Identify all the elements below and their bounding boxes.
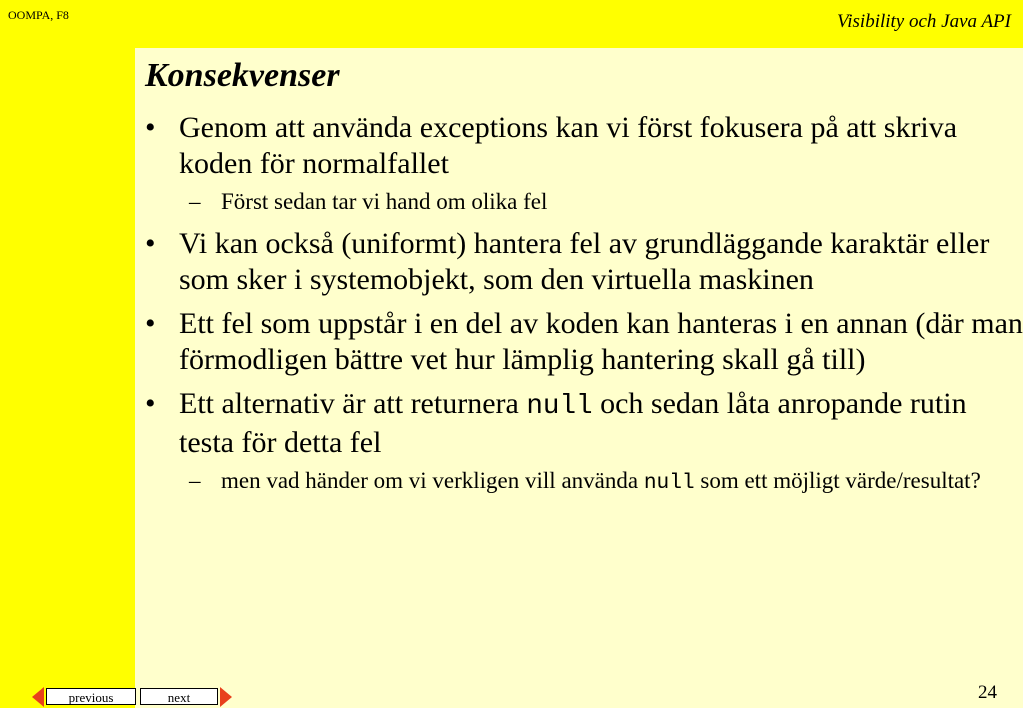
next-button[interactable]: next [140, 688, 218, 705]
bullet-marker: • [145, 387, 156, 420]
bullet-item [135, 110, 1023, 182]
sub-bullet-text-pre: men vad händer om vi verkligen vill använda [221, 468, 644, 493]
previous-arrow-icon[interactable] [32, 687, 44, 707]
bullet-item [135, 386, 1023, 461]
next-arrow-icon[interactable] [220, 687, 232, 707]
bullet-marker: • [145, 307, 156, 340]
bullet-text-post: och sedan låta anropande rutin testa för detta fel [179, 387, 967, 459]
course-label: OOMPA, F8 [8, 8, 69, 22]
header-title: Visibility och Java API [837, 11, 1011, 32]
previous-button[interactable]: previous [46, 688, 136, 705]
sub-bullet-text-post: som ett möjligt värde/resultat? [694, 468, 981, 493]
sub-bullet-item [135, 467, 1023, 497]
slide-panel [135, 48, 1023, 708]
bullet-text: Genom att använda exceptions kan vi först fokusera på att skriva koden för normalfallet [179, 111, 958, 180]
sub-bullet-text: Först sedan tar vi hand om olika fel [221, 189, 548, 214]
bullet-text: Vi kan också (uniformt) hantera fel av grundläggande karaktär eller som sker i systemobjekt, som den virtuella maskinen [179, 227, 990, 296]
bullet-text-pre: Ett alternativ är att returnera [179, 387, 527, 420]
dash-marker: – [189, 189, 201, 214]
bullet-marker: • [145, 111, 156, 144]
bullet-list [135, 110, 1023, 507]
page-number: 24 [978, 682, 997, 703]
bullet-text: Ett fel som uppstår i en del av koden kan hanteras i en annan (där man förmodligen bättre vet hur lämplig hantering skall gå till) [179, 307, 1023, 376]
bullet-item [135, 306, 1023, 378]
code-null: null [526, 391, 593, 422]
dash-marker: – [189, 468, 201, 493]
bullet-marker: • [145, 227, 156, 260]
sub-bullet-item [135, 188, 1023, 216]
slide-title: Konsekvenser [145, 57, 340, 94]
code-null: null [643, 471, 695, 495]
bullet-item [135, 226, 1023, 298]
